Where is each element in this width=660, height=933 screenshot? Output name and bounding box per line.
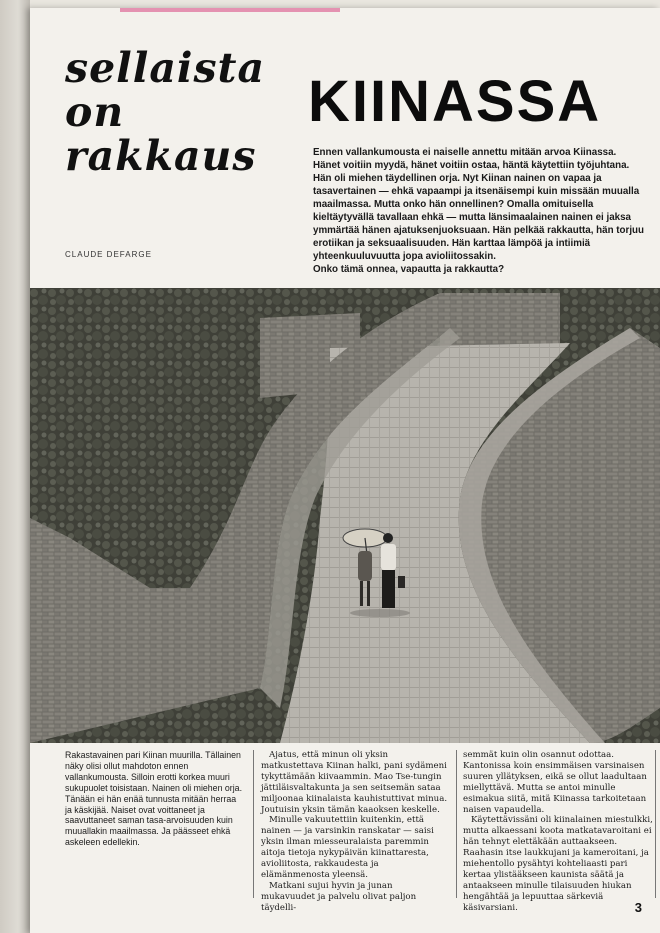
headline: KIINASSA <box>308 69 602 134</box>
body-paragraph: Minulle vakuutettiin kuitenkin, että nainen — ja varsinkin ranskatar — saisi yksin ilman miesseuralaista paremmin aitoja tietoja nykypäivän kiinattaresta, avioliitosta, rakkaudesta ja elämänmenosta yleensä. <box>261 815 434 880</box>
intro-text: Ennen vallankumousta ei naiselle annettu mitään arvoa Kiinassa. Hänet voitiin myydä, hänet voitiin ostaa, häntä käytettiin työjuhtana. Hän oli miehen täydellinen orja. Nyt Kiinan nainen on vapaa ja tasavertainen — ehkä vapaampi ja itsenäisempi kuin missään muualla maailmassa. Mutta onko hän onnellinen? Omalla omituisella kieltäytyvällä tavallaan ehkä — mutta länsimaalainen nainen ei jaksa ymmärtää hänen ajatuksenjuoksuaan. Hän pelkää rakkautta, hän torjuu erotiikan ja seksuaalisuuden. Hän karttaa lämpöä ja intiimiä yhteenkuuluvuutta jopa avioliitossakin. <box>313 147 645 262</box>
kicker-line-2: on <box>65 88 125 136</box>
caption-text: Rakastavainen pari Kiinan muurilla. Tällainen näky olisi ollut mahdoton ennen vallankumousta. Silloin erotti korkea muuri sukupuolet toisistaan. Nainen oli miehen orja. Tänään ei hän enää tunnusta mitään herraa ja käskijää. Naiset ovat voittaneet ja saavuttaneet saman tasa-arvoisuuden kuin muuallakin maailmassa. Ja päässeet ehkä askeleen edellekin. <box>65 750 243 848</box>
article-columns <box>65 750 653 913</box>
kicker-line-3: rakkaus <box>65 132 257 180</box>
column-divider <box>456 750 457 898</box>
intro-question: Onko tämä onnea, vapautta ja rakkautta? <box>313 264 505 275</box>
body-paragraph: Matkani sujui hyvin ja junan mukavuudet ja palvelu olivat paljon täydelli- <box>261 880 417 913</box>
great-wall-photo <box>30 288 660 743</box>
kicker-line-1: sellaista <box>65 44 266 92</box>
body-paragraph: semmät kuin olin osannut odottaa. Kantonissa koin ensimmäisen varsinaisen suuren yllätyksen, eikä se ollut laadultaan miellyttävä. Mutta se antoi minulle esimakua siitä, mitä Kiinassa tarkoitetaan naisen vapaudella. <box>463 750 647 815</box>
adjacent-page-edge <box>0 0 30 933</box>
body-column-2 <box>463 750 653 914</box>
intro-paragraph <box>313 146 645 276</box>
body-paragraph: Ajatus, että minun oli yksin matkustettava Kiinan halki, pani sydämeni tykyttämään kiivaammin. Mao Tse-tungin jättiläisvaltakunta ja sen seitsemän sataa miljoonaa kiinalaista kauhistuttivat minua. Joutuisin yksin tämän kaaoksen keskelle. <box>261 750 448 815</box>
column-divider <box>253 750 254 898</box>
photo-caption <box>65 750 245 848</box>
print-mark <box>120 8 340 12</box>
author-byline: CLAUDE DEFARGE <box>65 250 152 259</box>
body-paragraph: Käytettävissäni oli kiinalainen miestulkki, mutta alkaessani koota matkatavaroitani ei hän tehnyt elettäkään auttaakseen. Raahasin itse laukkujani ja kameroitani, ja miehentollo pysähtyi kohteliaasti pari kertaa ylistääkseen kaunista säätä ja antaakseen minulle tilaisuuden hiukan hengähtää ja lepuuttaa särkeviä käsivarsiani. <box>463 815 653 913</box>
page-number: 3 <box>634 900 642 915</box>
magazine-page <box>30 8 660 933</box>
column-divider <box>655 750 656 898</box>
body-column-1 <box>261 750 449 914</box>
kicker-title <box>65 46 325 178</box>
